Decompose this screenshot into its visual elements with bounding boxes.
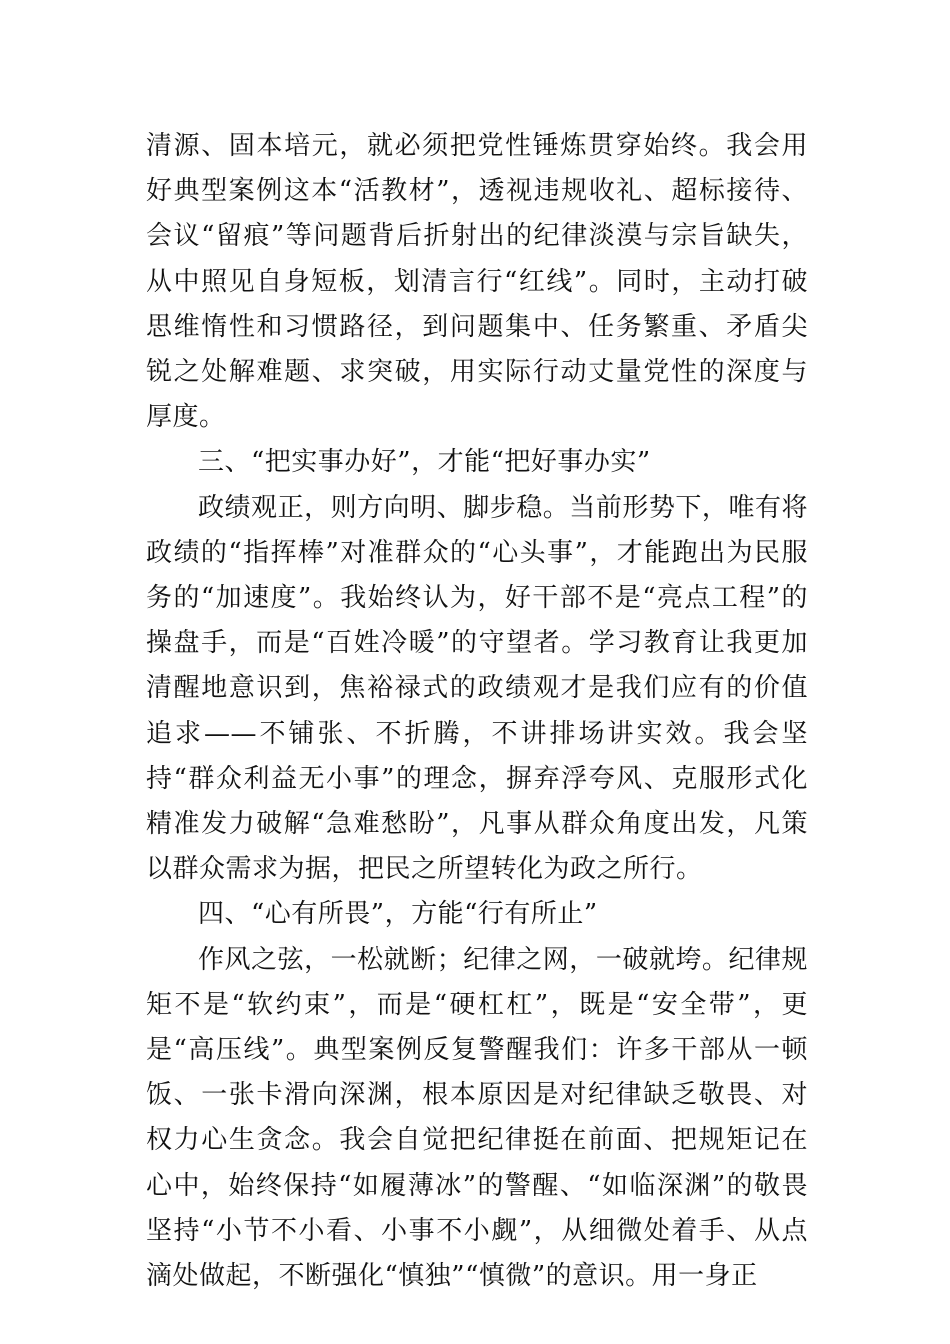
section-heading-four: 四、“心有所畏”，方能“行有所止” — [198, 899, 598, 930]
paragraph-political-achievement: 政绩观正，则方向明、脚步稳。当前形势下，唯有将政绩的“指挥棒”对准群众的“心头事”，才能跑出为民服务的“加速度”。我始终认为，好干部不是“亮点工程”的操盘手，而是“百姓冷暖”的守望者。学习教育让我更加清醒地意识到，焦裕禄式的政绩观才是我们应有的价值追求——不铺张、不折腾，不讲排场讲实效。我会坚持“群众利益无小事”的理念，摒弃浮夸风、克服形式化精准发力破解“急难愁盼”，凡事从群众角度出发，凡策以群众需求为据，把民之所望转化为政之所行。 — [146, 492, 808, 885]
section-heading-three: 三、“把实事办好”，才能“把好事办实” — [198, 447, 651, 478]
document-body — [146, 124, 808, 1299]
paragraph-discipline: 作风之弦，一松就断；纪律之网，一破就垮。纪律规矩不是“软约束”，而是“硬杠杠”，既是“安全带”，更是“高压线”。典型案例反复警醒我们：许多干部从一顿饭、一张卡滑向深渊，根本原因是对纪律缺乏敬畏、对权力心生贪念。我会自觉把纪律挺在前面、把规矩记在心中，始终保持“如履薄冰”的警醒、“如临深渊”的敬畏坚持“小节不小看、小事不小觑”，从细微处着手、从点滴处做起，不断强化“慎独”“慎微”的意识。用一身正 — [146, 944, 808, 1292]
paragraph-continuation: 清源、固本培元，就必须把党性锤炼贯穿始终。我会用好典型案例这本“活教材”，透视违规收礼、超标接待、会议“留痕”等问题背后折射出的纪律淡漠与宗旨缺失，从中照见自身短板，划清言行“红线”。同时，主动打破思维惰性和习惯路径，到问题集中、任务繁重、矛盾尖锐之处解难题、求突破，用实际行动丈量党性的深度与厚度。 — [146, 131, 808, 433]
